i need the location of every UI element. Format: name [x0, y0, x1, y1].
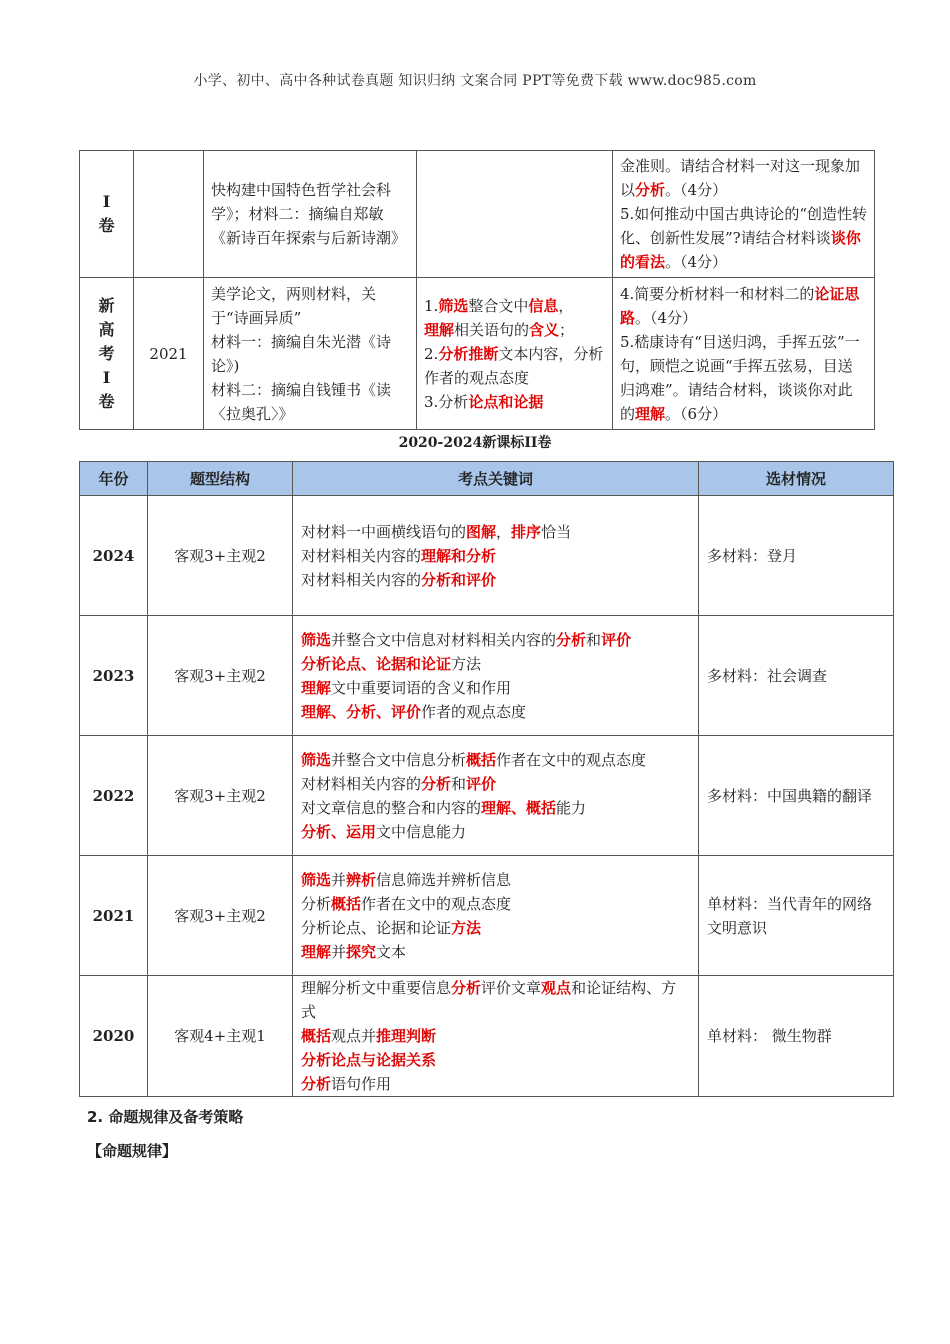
- plain-text: 对材料一中画横线语句的: [301, 522, 467, 541]
- keyword-line: [301, 1048, 690, 1072]
- plain-text: 对材料相关内容的: [301, 570, 422, 589]
- highlight-text: 筛选: [301, 870, 332, 889]
- exam-table-national-2: [79, 461, 894, 1097]
- keyword-line: [301, 976, 690, 1024]
- header-year: 年份: [80, 462, 148, 496]
- paper-label: I 卷: [80, 151, 134, 278]
- keyword-line: [301, 748, 690, 772]
- keyword-line: [301, 544, 690, 568]
- highlight-text: 分析和评价: [421, 570, 497, 589]
- header-keywords: 考点关键词: [293, 462, 699, 496]
- keyword-line: [301, 1072, 690, 1096]
- table-row: [80, 496, 894, 616]
- keyword-line: [301, 568, 690, 592]
- header-material: 选材情况: [699, 462, 894, 496]
- highlight-text: 概括: [466, 750, 497, 769]
- table-row: [80, 736, 894, 856]
- highlight-text: 概括: [301, 1027, 332, 1045]
- highlight-text: 理解: [301, 942, 332, 961]
- plain-text: ，: [496, 522, 512, 541]
- highlight-text: 概括: [331, 894, 362, 913]
- header-structure: 题型结构: [148, 462, 293, 496]
- plain-text: 评价文章: [481, 979, 542, 997]
- table-row: [80, 856, 894, 976]
- plain-text: 文中信息能力: [376, 822, 467, 841]
- keywords-cell: [293, 976, 699, 1097]
- keyword-line: [301, 772, 690, 796]
- highlight-text: 评价: [466, 774, 497, 793]
- highlight-text: 分析: [451, 979, 482, 997]
- questions-cell: 金准则。请结合材料一对这一现象加以分析。（4分） 5.如何推动中国古典诗论的“创造性转化、创新性发展”?请结合材料谈谈你的看法。（4分）: [613, 151, 875, 278]
- plain-text: 恰当: [541, 522, 572, 541]
- keyword-line: [301, 820, 690, 844]
- plain-text: 和: [451, 774, 467, 793]
- table-row: [80, 151, 875, 278]
- keyword-line: [301, 652, 690, 676]
- year-cell: [134, 151, 204, 278]
- highlight-text: 分析、运用: [301, 822, 377, 841]
- highlight-text: 探究: [346, 942, 377, 961]
- year-cell: 2020: [80, 976, 148, 1097]
- highlight-text: 理解、概括: [481, 798, 557, 817]
- plain-text: 并: [331, 942, 347, 961]
- plain-text: 文中重要词语的含义和作用: [331, 678, 512, 697]
- highlight-text: 分析: [301, 1075, 332, 1093]
- keyword-line: [301, 916, 690, 940]
- year-cell: 2023: [80, 616, 148, 736]
- keywords-cell: 1.筛选整合文中信息， 理解相关语句的含义； 2.分析推断文本内容，分析作者的观点态度 3.分析论点和论据: [417, 278, 613, 430]
- material-cell: 单材料： 微生物群: [699, 976, 894, 1097]
- plain-text: 分析: [301, 894, 332, 913]
- keyword-line: [301, 1024, 690, 1048]
- highlight-text: 理解: [301, 678, 332, 697]
- plain-text: 对材料相关内容的: [301, 774, 422, 793]
- plain-text: 和: [586, 630, 602, 649]
- highlight-text: 推理判断: [376, 1027, 437, 1045]
- material-cell: 美学论文，两则材料，关于“诗画异质” 材料一：摘编自朱光潜《诗论》) 材料二：摘编自钱锺书《读〈拉奥孔〉》: [204, 278, 417, 430]
- highlight-text: 分析: [556, 630, 587, 649]
- plain-text: 作者的观点态度: [421, 702, 527, 721]
- structure-cell: 客观3+主观2: [148, 736, 293, 856]
- table-row: [80, 278, 875, 430]
- table-row: [80, 616, 894, 736]
- material-cell: 多材料：社会调查: [699, 616, 894, 736]
- keyword-line: [301, 628, 690, 652]
- year-cell: 2024: [80, 496, 148, 616]
- structure-cell: 客观4+主观1: [148, 976, 293, 1097]
- subsection-title: 【命题规律】: [87, 1142, 178, 1160]
- plain-text: 并整合文中信息对材料相关内容的: [331, 630, 557, 649]
- year-cell: 2021: [134, 278, 204, 430]
- highlight-text: 排序: [511, 522, 542, 541]
- exam-table-new-gaokao-1: [79, 150, 875, 430]
- paper-label: 新 高 考 I 卷: [80, 278, 134, 430]
- plain-text: 作者在文中的观点态度: [361, 894, 512, 913]
- table-body: [80, 496, 894, 1097]
- plain-text: 和论证结构、方式: [301, 979, 677, 1021]
- table-header-row: [80, 462, 894, 496]
- keywords-cell: [293, 616, 699, 736]
- header-watermark: 小学、初中、高中各种试卷真题 知识归纳 文案合同 PPT等免费下载 www.doc985.com: [193, 73, 757, 89]
- questions-cell: 4.简要分析材料一和材料二的论证思路。（4分） 5.嵇康诗有“目送归鸿，手挥五弦”一句，顾恺之说画“手挥五弦易，目送归鸿难”。请结合材料，谈谈你对此的理解。（6分）: [613, 278, 875, 430]
- keyword-line: [301, 520, 690, 544]
- highlight-text: 方法: [451, 918, 482, 937]
- material-cell: 多材料：中国典籍的翻译: [699, 736, 894, 856]
- keywords-cell: [293, 736, 699, 856]
- plain-text: 分析论点、论据和论证: [301, 918, 452, 937]
- highlight-text: 观点: [541, 979, 572, 997]
- plain-text: 并整合文中信息分析: [331, 750, 467, 769]
- plain-text: 信息筛选并辨析信息: [376, 870, 512, 889]
- highlight-text: 筛选: [301, 750, 332, 769]
- structure-cell: 客观3+主观2: [148, 496, 293, 616]
- keyword-line: [301, 700, 690, 724]
- keyword-line: [301, 940, 690, 964]
- highlight-text: 理解和分析: [421, 546, 497, 565]
- table-caption: 2020-2024新课标II卷: [398, 435, 552, 451]
- keywords-cell: [293, 496, 699, 616]
- structure-cell: 客观3+主观2: [148, 856, 293, 976]
- plain-text: 方法: [451, 654, 482, 673]
- highlight-text: 理解、分析、评价: [301, 702, 422, 721]
- keyword-line: [301, 676, 690, 700]
- plain-text: 语句作用: [331, 1075, 392, 1093]
- plain-text: 对文章信息的整合和内容的: [301, 798, 482, 817]
- highlight-text: 评价: [601, 630, 632, 649]
- highlight-text: 分析论点与论据关系: [301, 1051, 437, 1069]
- plain-text: 对材料相关内容的: [301, 546, 422, 565]
- keywords-cell: [293, 856, 699, 976]
- highlight-text: 分析论点、论据和论证: [301, 654, 452, 673]
- table-row: [80, 976, 894, 1097]
- plain-text: 并: [331, 870, 347, 889]
- highlight-text: 筛选: [301, 630, 332, 649]
- highlight-text: 图解: [466, 522, 497, 541]
- year-cell: 2022: [80, 736, 148, 856]
- plain-text: 文本: [376, 942, 407, 961]
- structure-cell: 客观3+主观2: [148, 616, 293, 736]
- keyword-line: [301, 892, 690, 916]
- keywords-cell: [417, 151, 613, 278]
- plain-text: 能力: [556, 798, 587, 817]
- plain-text: 观点并: [331, 1027, 377, 1045]
- year-cell: 2021: [80, 856, 148, 976]
- highlight-text: 分析: [421, 774, 452, 793]
- material-cell: 多材料：登月: [699, 496, 894, 616]
- material-cell: 单材料：当代青年的网络文明意识: [699, 856, 894, 976]
- material-cell: 快构建中国特色哲学社会科学》；材料二：摘编自郑敏《新诗百年探索与后新诗潮》: [204, 151, 417, 278]
- section-title: 2. 命题规律及备考策略: [87, 1108, 244, 1126]
- keyword-line: [301, 868, 690, 892]
- keyword-line: [301, 796, 690, 820]
- highlight-text: 辨析: [346, 870, 377, 889]
- plain-text: 作者在文中的观点态度: [496, 750, 647, 769]
- plain-text: 理解分析文中重要信息: [301, 979, 452, 997]
